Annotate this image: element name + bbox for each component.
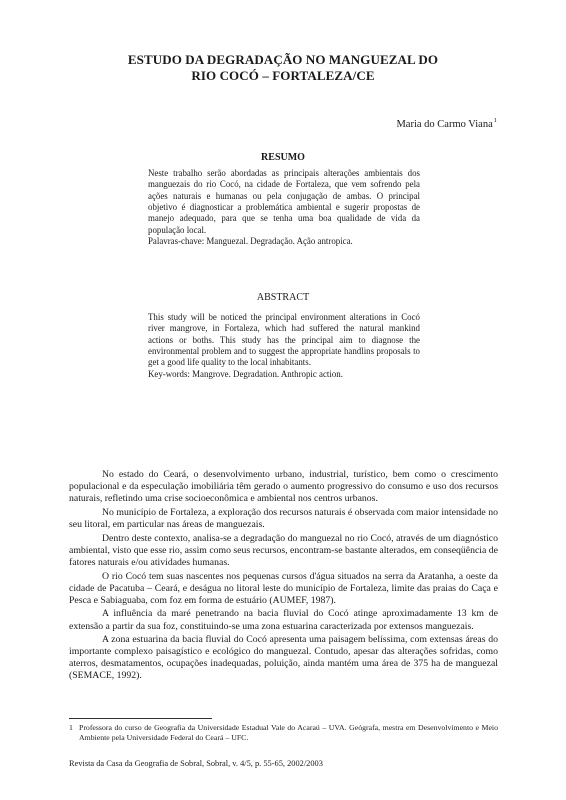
body-paragraph: O rio Cocó tem suas nascentes nos pequenas cursos d'água situados na serra da Aratanha, a oeste da cidade de Pacatuba – Ceará, e deságua no litoral leste do município de Fortaleza, limite das praias do Caça e Pesca e Sabiaguaba, com foz em forma de estuário (AUMEF, 1987). bbox=[69, 570, 498, 606]
title-line-2: RIO COCÓ – FORTALEZA/CE bbox=[191, 68, 375, 83]
footnote-text: Professora do curso de Geografia da Universidade Estadual Vale do Acaraú – UVA. Geógrafa, mestra em Desenvolvimento e Meio Ambiente pela Universidade Federal do Ceará – UFC. bbox=[79, 723, 498, 743]
footnote bbox=[69, 723, 498, 743]
body-paragraph: A influência da maré penetrando na bacia fluvial do Cocó atinge aproximadamente 13 km de extensão a partir da sua foz, constituindo-se uma zona estuarina caracterizada por extensos manguezais. bbox=[69, 608, 498, 632]
abstract-keywords: Key-words: Mangrove. Degradation. Anthropic action. bbox=[148, 368, 343, 379]
resumo-heading: RESUMO bbox=[261, 152, 305, 163]
body-paragraph: A zona estuarina da bacia fluvial do Cocó apresenta uma paisagem belíssima, com extensas áreas do importante complexo paisagístico e ecológico do manguezal. Contudo, apesar das alterações sofridas, como aterros, desmatamentos, ocupações inadequadas, poluição, ainda mantém uma área de 375 ha de manguezal (SEMACE, 1992). bbox=[69, 634, 498, 682]
footnote-marker: 1 bbox=[69, 723, 73, 732]
body-paragraph: No estado do Ceará, o desenvolvimento urbano, industrial, turístico, bem como o crescimento populacional e da especulação imobiliária têm gerado o aumento progressivo do consumo e uso dos recursos naturais, refletindo uma crise socioeconômica e ambiental nos centros urbanos. bbox=[69, 469, 498, 505]
abstract-text: This study will be noticed the principal environment alterations in Cocó river mangrove, in Fortaleza, which had suffered the natural mankind actions or boths. This study has the principal aim to diagnose the environmental problem and to suggest the appropriate handlins proposals to get a good life quality to the local inhabitants. bbox=[148, 312, 420, 368]
journal-reference: Revista da Casa da Geografia de Sobral, Sobral, v. 4/5, p. 55-65, 2002/2003 bbox=[69, 759, 323, 768]
body-paragraph: No município de Fortaleza, a exploração dos recursos naturais é observada com maior intensidade no seu litoral, em particular nas áreas de manguezais. bbox=[69, 506, 498, 530]
main-body bbox=[69, 469, 498, 684]
footnote-divider bbox=[69, 718, 212, 719]
resumo-text: Neste trabalho serão abordadas as principais alterações ambientais dos manguezais do rio Cocó, na cidade de Fortaleza, que vem sofrendo pela ações naturais e humanas ou pela conjugação de ambas. O principal objetivo é diagnosticar a problemática ambiental e sugerir propostas de manejo adequado, para que se tenha uma boa qualidade de vida da população local. bbox=[148, 168, 420, 235]
author-name: Maria do Carmo Viana bbox=[396, 119, 493, 130]
abstract-body bbox=[148, 312, 420, 380]
paper-title bbox=[0, 52, 566, 84]
resumo-body bbox=[148, 168, 420, 247]
body-paragraph: Dentro deste contexto, analisa-se a degradação do manguezal no rio Cocó, através de um diagnóstico ambiental, visto que esse rio, assim como seus recursos, encontram-se bastante alterados, em conseqüência de fatores naturais e/ou atividades humanas. bbox=[69, 532, 498, 568]
resumo-keywords: Palavras-chave: Manguezal. Degradação. Ação antropica. bbox=[148, 236, 353, 247]
author bbox=[396, 114, 497, 131]
title-line-1: ESTUDO DA DEGRADAÇÃO NO MANGUEZAL DO bbox=[127, 52, 439, 67]
abstract-heading: ABSTRACT bbox=[256, 292, 310, 303]
author-footnote-marker: 1 bbox=[493, 117, 497, 124]
